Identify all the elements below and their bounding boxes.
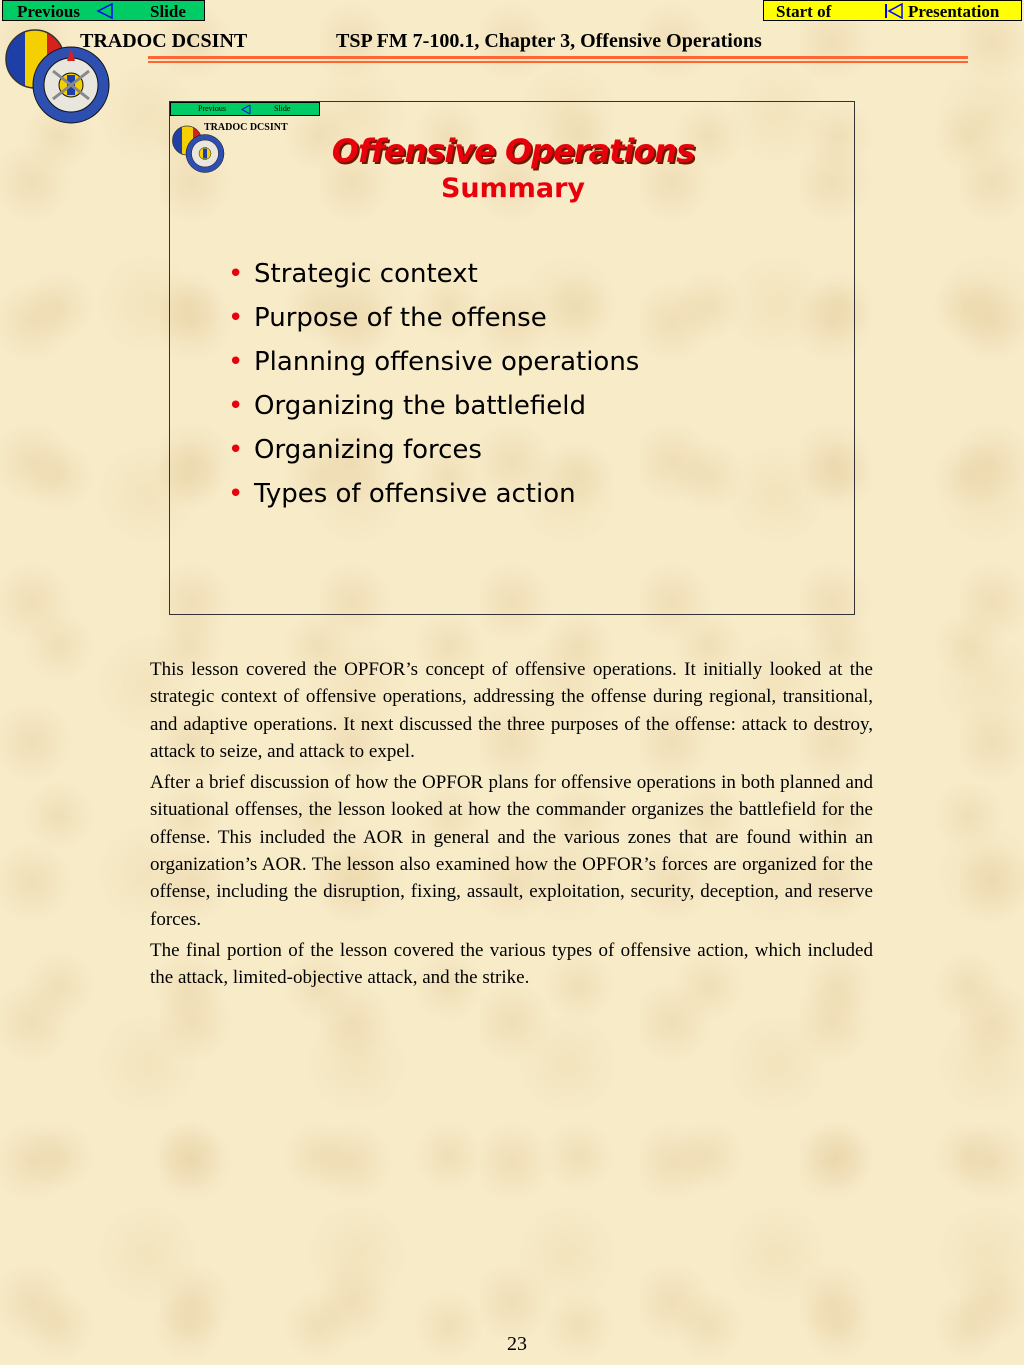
bullet-item: • Purpose of the offense <box>228 296 639 340</box>
header-rule <box>148 61 968 63</box>
header-org: TRADOC DCSINT <box>80 30 248 52</box>
mini-previous-slide-button[interactable] <box>170 102 320 116</box>
page-header <box>0 0 1024 70</box>
slide-title: Offensive Operations <box>331 132 695 170</box>
bullet-icon: • <box>228 259 244 289</box>
bullet-icon: • <box>228 303 244 333</box>
bullet-list <box>228 252 639 516</box>
notes-paragraph: The final portion of the lesson covered the various types of offensive action, which included the attack, limited-objective attack, and the strike. <box>150 939 873 989</box>
bullet-item: • Types of offensive action <box>228 472 639 516</box>
previous-label: Previous <box>17 2 80 21</box>
slide-subtitle: Summary <box>440 173 586 204</box>
bullet-icon: • <box>228 435 244 465</box>
bullet-icon: • <box>228 391 244 421</box>
bullet-item: • Organizing the battlefield <box>228 384 639 428</box>
bullet-icon: • <box>228 479 244 509</box>
start-of-label: Start of <box>776 2 832 21</box>
lesson-notes <box>150 656 873 996</box>
mini-previous-label: Previous <box>198 104 226 113</box>
slide-label: Slide <box>150 2 186 21</box>
bullet-item: • Organizing forces <box>228 428 639 472</box>
presentation-label: Presentation <box>908 2 1000 21</box>
notes-paragraph: After a brief discussion of how the OPFOR plans for offensive operations in both planned and situational offenses, the lesson looked at how the commander organizes the battlefield for the offense. This included the AOR in general and the various zones that are found within an organization’s AOR. The lesson also examined how the OPFOR’s forces are organized for the offense, including the disruption, fixing, assault, exploitation, security, deception, and reserve forces. <box>150 772 873 930</box>
notes-paragraph: This lesson covered the OPFOR’s concept of offensive operations. It initially looked at the strategic context of offensive operations, addressing the offense during regional, transitional, and adaptive operations. It next discussed the three purposes of the offense: attack to destroy, attack to seize, and attack to expel. <box>150 659 873 762</box>
bullet-icon: • <box>228 347 244 377</box>
header-rule <box>148 56 968 59</box>
mini-slide-label: Slide <box>274 104 291 113</box>
bullet-item: • Planning offensive operations <box>228 340 639 384</box>
slide-org: TRADOC DCSINT <box>204 122 288 133</box>
slide-thumbnail <box>169 101 855 615</box>
header-title: TSP FM 7-100.1, Chapter 3, Offensive Operations <box>336 30 762 52</box>
bullet-item: • Strategic context <box>228 252 639 296</box>
mini-triangle-left-icon <box>241 105 251 114</box>
page-number: 23 <box>507 1333 527 1355</box>
